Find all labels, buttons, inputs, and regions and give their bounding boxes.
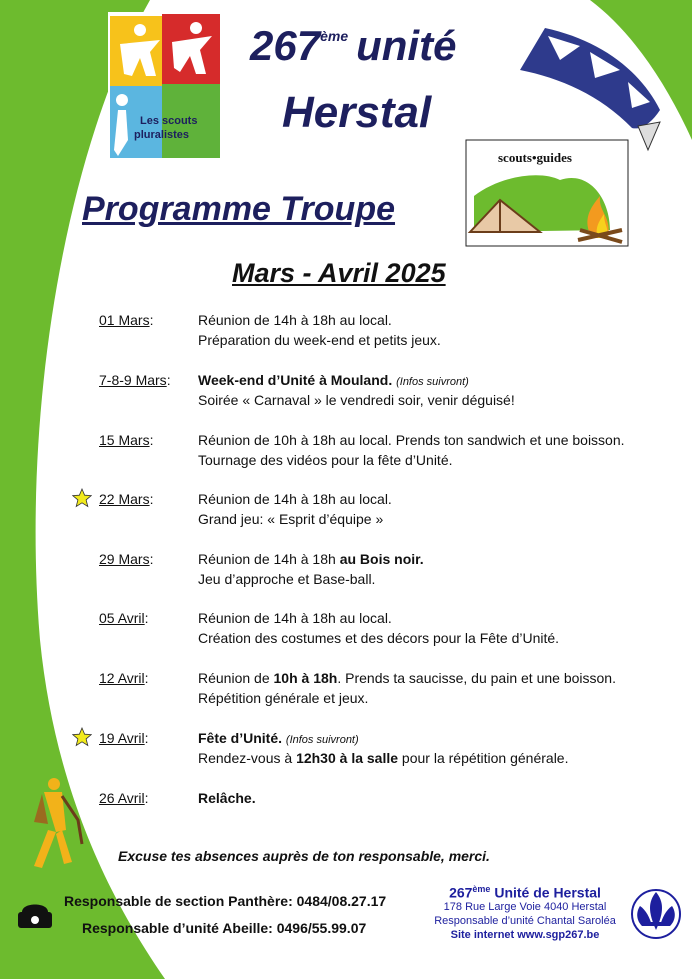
entry-line-1 [198,489,392,509]
entry-line-1-part: (Infos suivront) [396,376,469,388]
section-contact: Responsable de section Panthère: 0484/08.27.17 [64,893,387,909]
program-title: Programme Troupe [82,190,396,228]
star-icon [72,727,92,747]
entry-line-2: Préparation du week-end et petits jeux. [198,332,441,348]
entry-line-2: Jeu d’approche et Base-ball. [198,571,376,587]
entry-date-separator: : [144,730,149,746]
entry-line-1 [198,549,424,569]
entry-line-2: Création des costumes et des décors pour la Fête d’Unité. [198,630,560,646]
unit-info-name: Unité de Herstal [490,884,601,901]
entry-date [99,788,149,808]
entry-line-2: Grand jeu: « Esprit d’équipe » [198,511,384,527]
unit-title [250,22,456,70]
entry-date-text: 12 Avril [99,670,145,686]
unit-info-box [420,882,630,942]
entry-date-text: 29 Mars [99,551,150,567]
entry-line-1 [198,370,469,392]
entry-line-1 [198,728,359,750]
entry-line-1-part: Réunion de 10h à 18h au local. Prends ton sandwich et une boisson. [198,432,625,448]
city-title: Herstal [282,88,432,137]
entry-date-text: 01 Mars [99,312,150,328]
entry-date-separator: : [149,432,154,448]
entry-date [99,310,153,330]
unit-number: 267 [250,22,321,69]
entry-line-1-part: Réunion de 14h à 18h au local. [198,491,392,507]
unit-address: 178 Rue Large Voie 4040 Herstal [443,900,607,913]
entry-date-text: 7-8-9 Mars [99,372,167,388]
entry-date-text: 19 Avril [99,730,145,746]
scouts-pluralistes-logo [108,12,220,160]
entry-line-2-part: pour la répétition générale. [398,750,569,766]
entry-date [99,370,171,390]
fleur-de-lis-icon [632,890,680,938]
entry-date-separator: : [144,670,149,686]
svg-text:pluralistes: pluralistes [134,129,190,141]
period-title: Mars - Avril 2025 [232,258,446,288]
entry-date-separator: : [144,790,149,806]
unit-number-suffix: ème [320,28,349,44]
unit-info-suffix: ème [472,884,491,894]
entry-date [99,549,153,569]
unit-info-title [420,882,630,900]
unit-word: unité [356,22,457,69]
star-icon [72,488,92,508]
entry-date [99,489,153,509]
entry-date-separator: : [149,491,154,507]
entry-line-2: Répétition générale et jeux. [198,690,369,706]
entry-line-1-part: (Infos suivront) [285,734,359,746]
entry-line-1-part: Réunion de 14h à 18h au local. [198,610,392,626]
entry-line-1-part: au Bois noir. [339,551,424,567]
entry-line-1-part: . Prends ta saucisse, du pain et une boisson. [337,670,616,686]
entry-date-text: 15 Mars [99,432,150,448]
entry-line-1-part: Fête d’Unité. [198,730,286,746]
unit-website: Site internet www.sgp267.be [450,928,600,941]
entry-line-2: Tournage des vidéos pour la fête d’Unité. [198,452,453,468]
entry-line-1-part: Réunion de 14h à 18h [198,551,340,567]
entry-date-text: 22 Mars [99,491,150,507]
entry-date-text: 26 Avril [99,790,145,806]
entry-date-text: 05 Avril [99,610,145,626]
entry-line-1-part: Réunion de 14h à 18h au local. [198,312,392,328]
entry-line-2-part: 12h30 à la salle [296,750,399,766]
entry-line-1-part: 10h à 18h [273,670,338,686]
entry-date [99,430,153,450]
entry-line-1 [198,608,392,628]
entry-date-separator: : [149,551,154,567]
entry-line-1 [198,788,256,808]
svg-text:Les scouts: Les scouts [140,115,198,127]
entry-line-1 [198,668,616,688]
entry-line-1 [198,430,625,450]
entry-line-2-part: Rendez-vous à [198,750,297,766]
entry-line-1-part: Week-end d’Unité à Mouland. [198,372,397,388]
unit-responsible: Responsable d’unité Chantal Saroléa [434,914,616,927]
entry-line-2: Soirée « Carnaval » le vendredi soir, venir déguisé! [198,392,515,408]
entry-line-2 [198,748,568,768]
entry-date [99,668,149,688]
excuse-message: Excuse tes absences auprès de ton responsable, merci. [118,848,490,864]
entry-line-1 [198,310,392,330]
entry-date-separator: : [144,610,149,626]
entry-line-1-part: Relâche. [198,790,256,806]
unit-contact: Responsable d’unité Abeille: 0496/55.99.07 [82,920,367,936]
entry-line-1-part: Réunion de [198,670,274,686]
entry-date [99,608,149,628]
entry-date-separator: : [166,372,171,388]
scouts-guides-logo [466,140,628,246]
entry-date-separator: : [149,312,154,328]
unit-info-number: 267 [449,884,473,901]
svg-text:scouts•guides: scouts•guides [498,150,572,165]
entry-date [99,728,149,748]
